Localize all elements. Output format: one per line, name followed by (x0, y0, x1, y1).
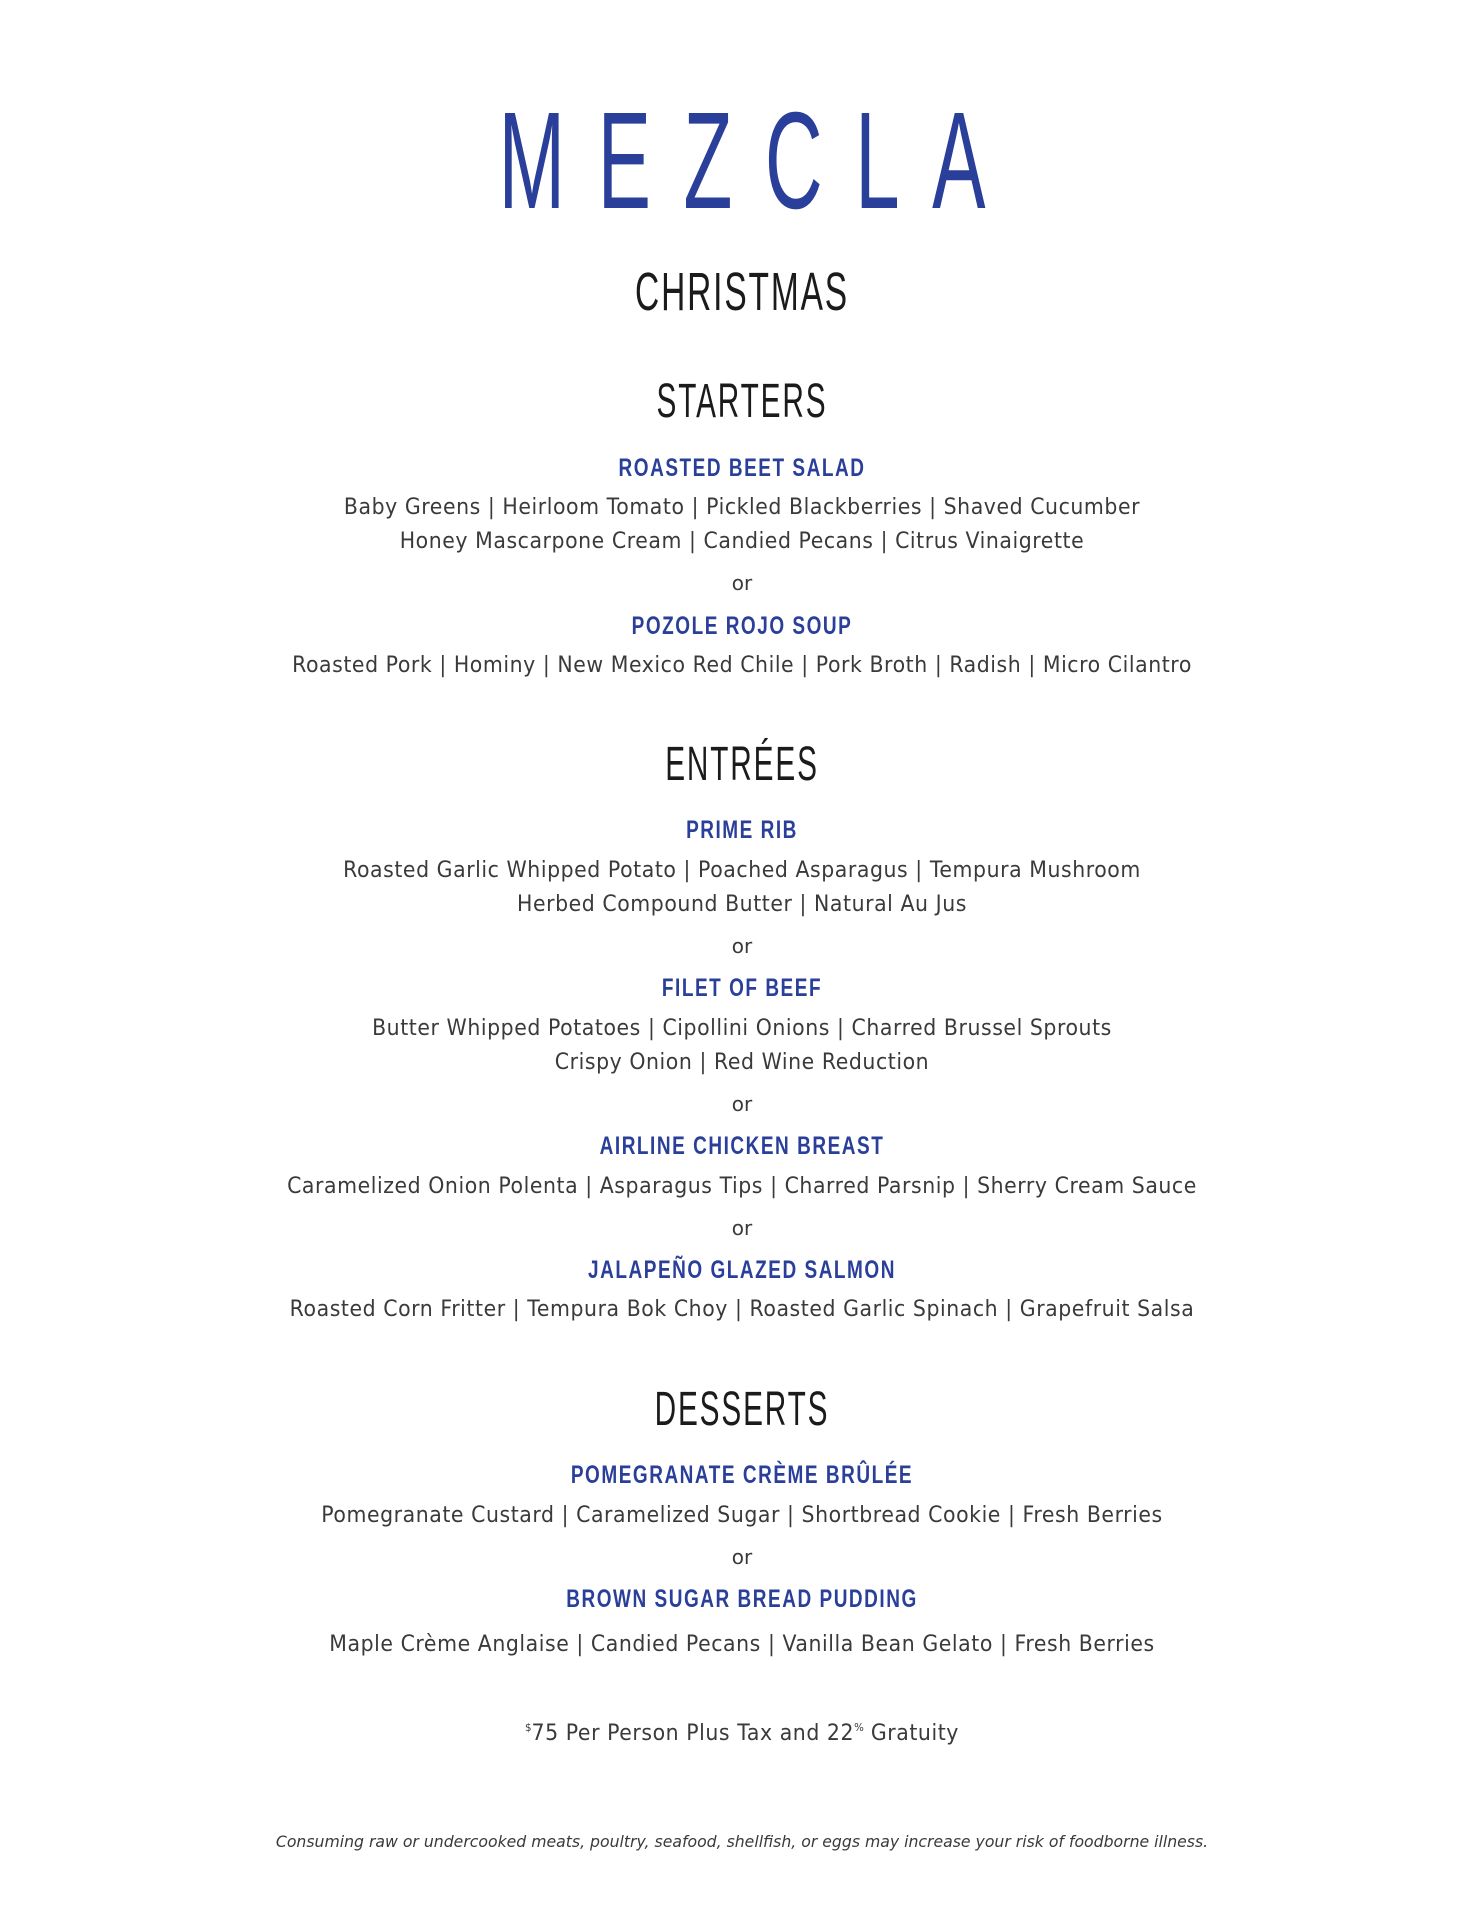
restaurant-logo (312, 84, 1173, 238)
dish-description: Caramelized Onion Polenta | Asparagus Tips | Charred Parsnip | Sherry Cream Sauce (287, 1174, 1197, 1199)
dish-description: Roasted Garlic Whipped Potato | Poached Asparagus | Tempura Mushroom (343, 858, 1141, 883)
currency-symbol: $ (525, 1721, 532, 1734)
or-separator: or (731, 934, 753, 958)
or-separator: or (731, 1545, 753, 1569)
dish-description: Roasted Corn Fritter | Tempura Bok Choy | Roasted Garlic Spinach | Grapefruit Salsa (289, 1297, 1195, 1322)
menu-title: CHRISTMAS (635, 262, 849, 322)
section-title-starters: STARTERS (656, 375, 828, 428)
dish-name: PRIME RIB (686, 816, 798, 844)
dish-name: JALAPEÑO GLAZED SALMON (588, 1256, 896, 1284)
price-text: Per Person Plus Tax and 22 (558, 1721, 855, 1746)
dish-description: Crispy Onion | Red Wine Reduction (554, 1050, 930, 1075)
or-separator: or (731, 571, 753, 595)
dish-description: Baby Greens | Heirloom Tomato | Pickled Blackberries | Shaved Cucumber (343, 495, 1141, 520)
dish-name: POMEGRANATE CRÈME BRÛLÉE (570, 1461, 914, 1489)
dish-description: Roasted Pork | Hominy | New Mexico Red Chile | Pork Broth | Radish | Micro Cilantro (292, 653, 1192, 678)
price-line (52, 1722, 1432, 1745)
section-title-desserts: DESSERTS (654, 1383, 830, 1436)
dish-description: Herbed Compound Butter | Natural Au Jus (517, 892, 967, 917)
dish-name: AIRLINE CHICKEN BREAST (599, 1132, 885, 1160)
dish-name: BROWN SUGAR BREAD PUDDING (566, 1585, 918, 1613)
dish-description: Honey Mascarpone Cream | Candied Pecans | Citrus Vinaigrette (399, 529, 1085, 554)
or-separator: or (731, 1216, 753, 1240)
dish-name: POZOLE ROJO SOUP (631, 612, 853, 640)
food-safety-disclaimer: Consuming raw or undercooked meats, poultry, seafood, shellfish, or eggs may increase your risk of foodborne illness. (275, 1832, 1209, 1851)
section-title-entrees: ENTRÉES (665, 738, 819, 791)
dish-description: Maple Crème Anglaise | Candied Pecans | Vanilla Bean Gelato | Fresh Berries (329, 1632, 1155, 1657)
gratuity-text: Gratuity (863, 1721, 959, 1746)
or-separator: or (731, 1092, 753, 1116)
percent-symbol: % (854, 1721, 864, 1734)
dish-description: Butter Whipped Potatoes | Cipollini Onions | Charred Brussel Sprouts (372, 1016, 1112, 1041)
restaurant-name: MEZCLA (498, 84, 1019, 238)
dish-name: ROASTED BEET SALAD (618, 454, 866, 482)
price-amount: 75 (531, 1721, 559, 1746)
dish-description: Pomegranate Custard | Caramelized Sugar | Shortbread Cookie | Fresh Berries (321, 1503, 1163, 1528)
dish-name: FILET OF BEEF (661, 974, 823, 1002)
